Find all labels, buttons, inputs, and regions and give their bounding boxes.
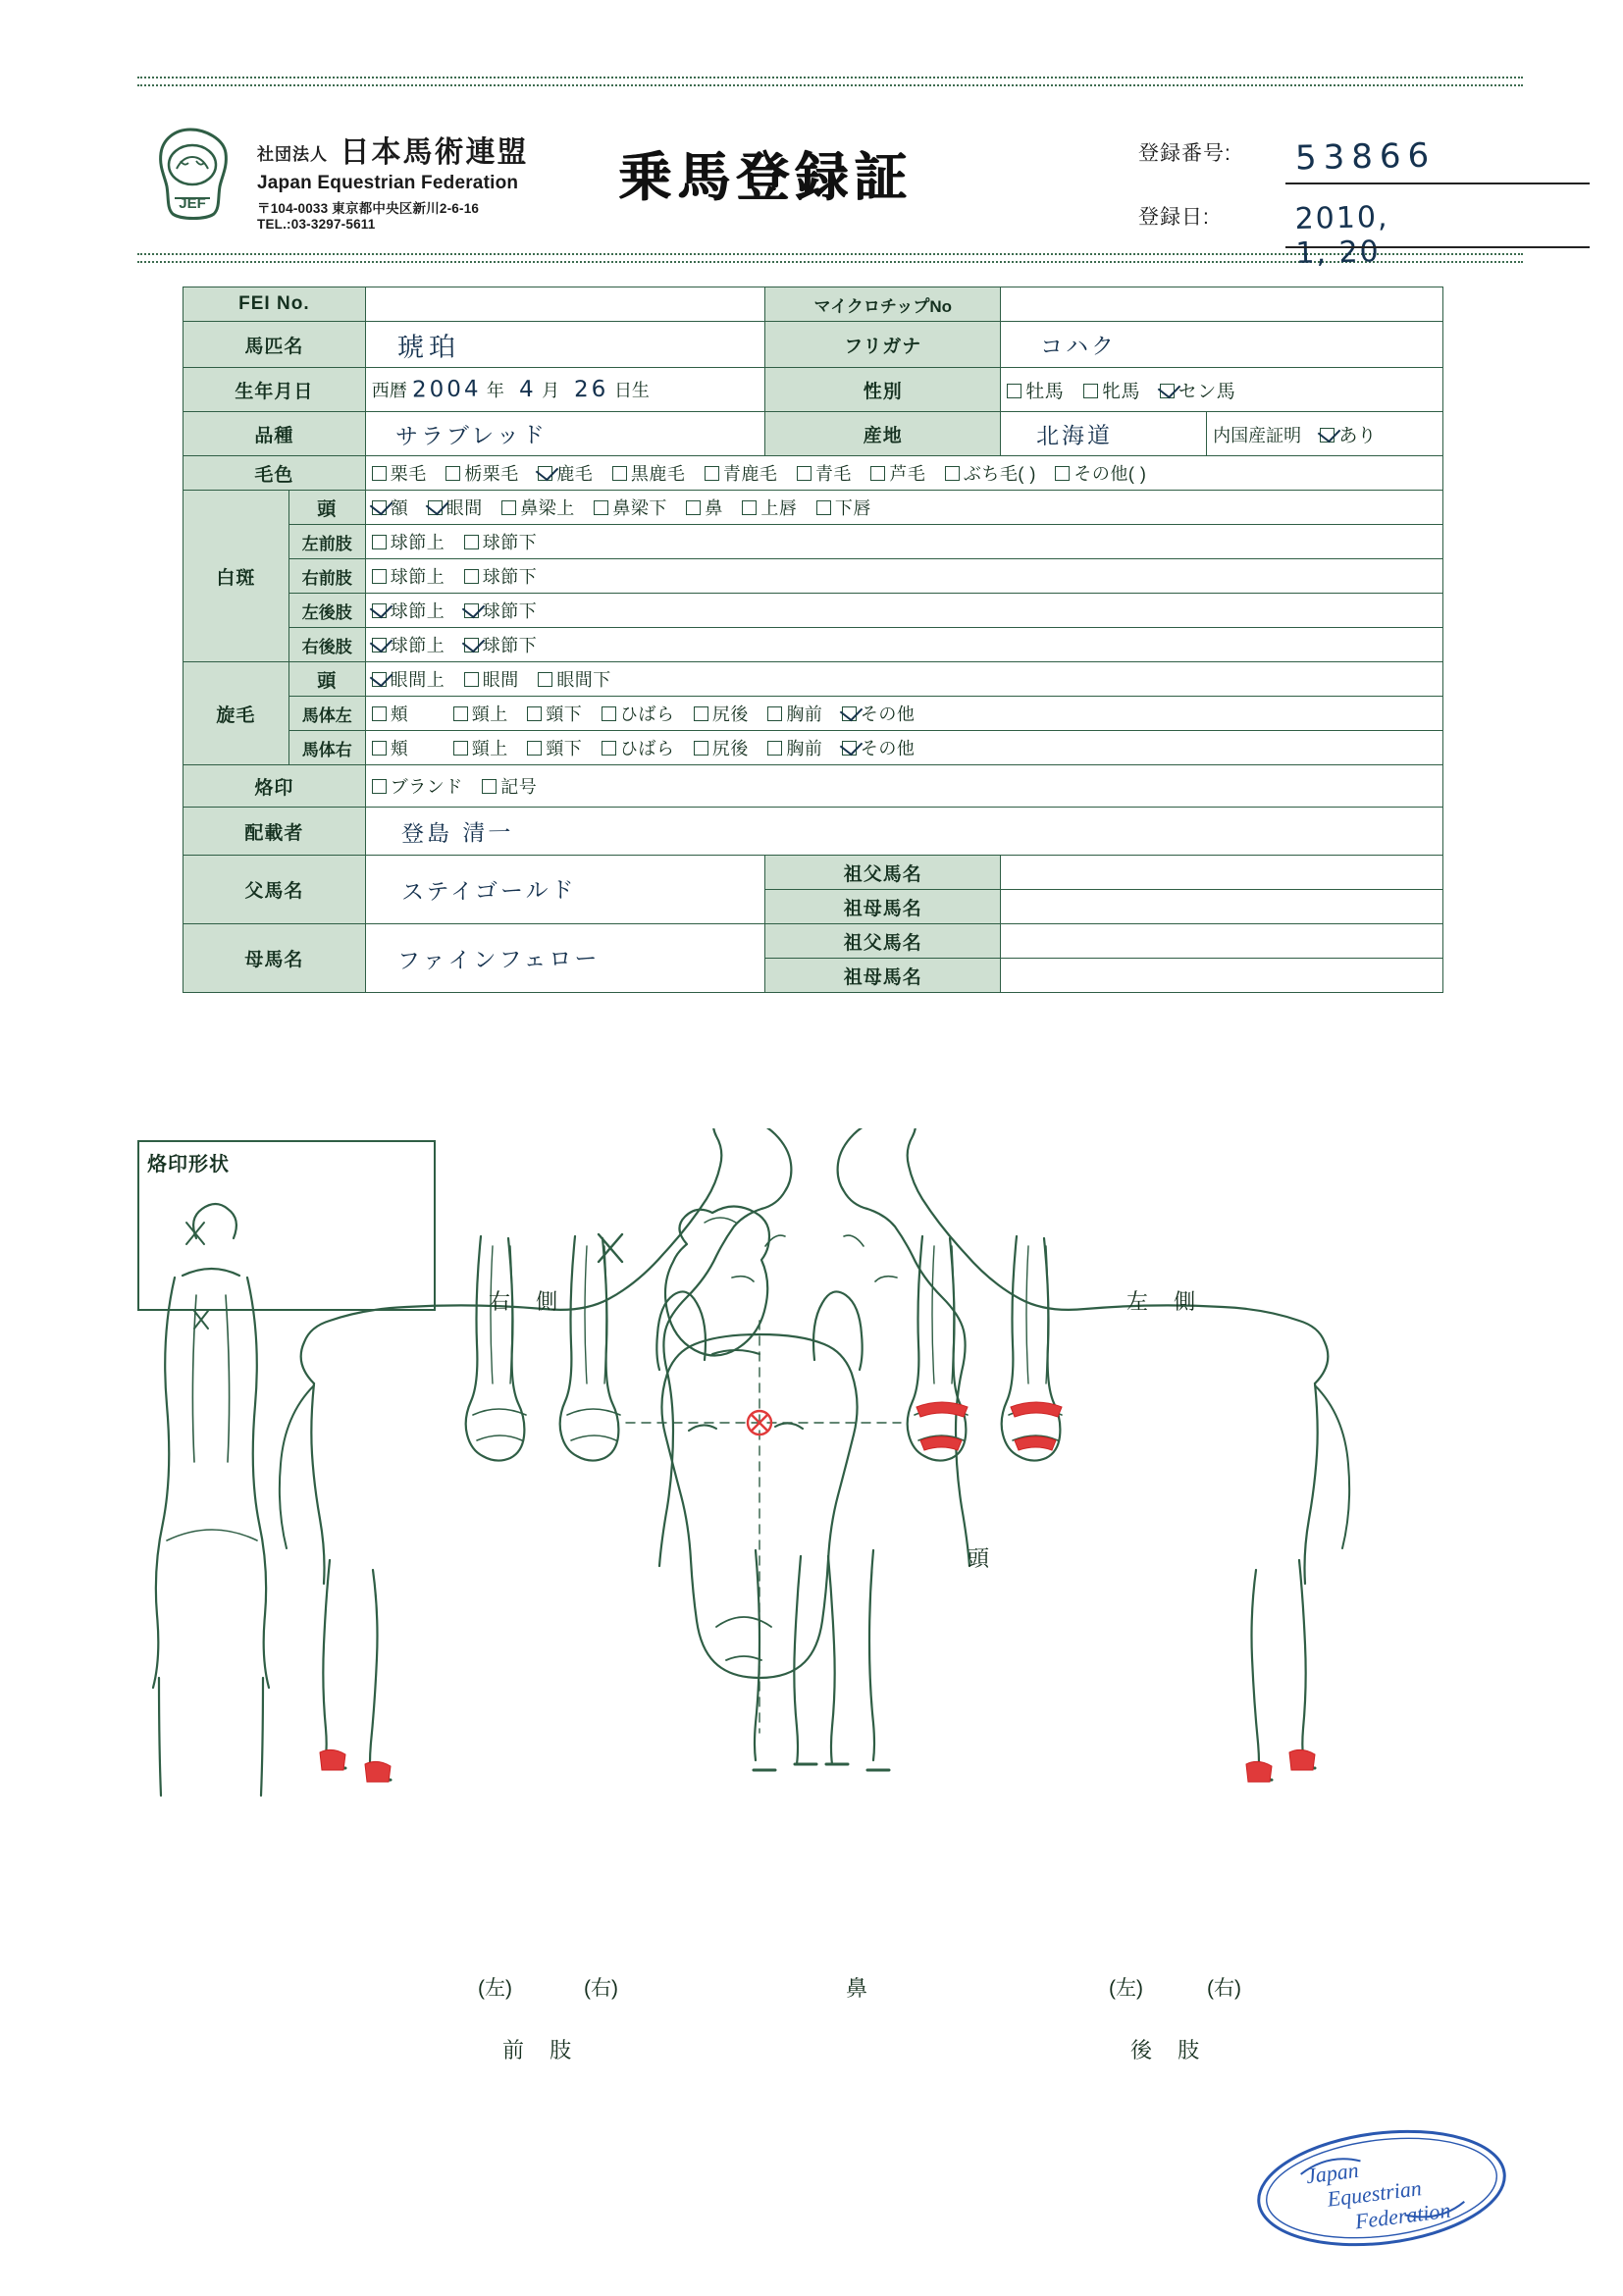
dam-handwriting: ファインフェロー (396, 946, 601, 975)
table-row (183, 456, 1443, 491)
swirl-right-3[interactable] (602, 735, 675, 760)
option-label: 頸下 (546, 739, 583, 758)
checkbox-icon[interactable] (742, 500, 757, 515)
option-label: 頬 (390, 739, 409, 758)
org-name-en: Japan Equestrian Federation (257, 173, 519, 193)
checkbox-icon[interactable] (482, 779, 497, 794)
checkbox-icon-checked[interactable] (372, 500, 387, 515)
option-label: 頸上 (471, 739, 508, 758)
option-label: 鼻梁下 (612, 498, 667, 518)
checkbox-icon[interactable] (464, 569, 479, 584)
official-stamp (1244, 2119, 1519, 2257)
sex-option-mare[interactable] (1083, 377, 1140, 403)
coat-option-label: 青鹿毛 (722, 464, 778, 484)
checkbox-icon[interactable] (372, 779, 387, 794)
option-label: ひばら (619, 739, 675, 758)
white-rf-0[interactable] (372, 563, 445, 589)
swirl-left-6[interactable] (842, 701, 916, 726)
coat-color-label: 毛色 (183, 456, 366, 491)
swirl-right-5[interactable] (767, 735, 822, 760)
option-label: 頸下 (546, 704, 583, 724)
table-row (183, 559, 1443, 594)
coat-option-label: 鹿毛 (556, 464, 594, 484)
checkbox-icon[interactable] (602, 706, 616, 721)
swirl-head-1[interactable] (464, 666, 519, 692)
brand-shape-label: 烙印形状 (147, 1154, 230, 1175)
stamp-line-2: Equestrian (1326, 2175, 1424, 2212)
white-head-2[interactable] (501, 495, 575, 520)
white-row-rh-options[interactable] (365, 628, 1442, 662)
white-lh-1[interactable] (464, 598, 538, 623)
sire-value[interactable] (365, 856, 765, 924)
white-row-head-options[interactable] (365, 491, 1442, 525)
option-label: 頸上 (471, 704, 508, 724)
brand-options[interactable] (365, 765, 1442, 808)
white-row-head-label: 頭 (288, 491, 365, 525)
birth-month: 4 (518, 376, 537, 403)
table-row (183, 412, 1443, 456)
checkbox-icon[interactable] (797, 466, 812, 481)
checkbox-icon[interactable] (453, 706, 468, 721)
swirl-left-5[interactable] (767, 701, 822, 726)
birth-day: 26 (574, 376, 609, 403)
coat-option-5[interactable] (797, 460, 852, 486)
checkbox-icon-checked[interactable] (464, 638, 479, 652)
white-row-lh-options[interactable] (365, 594, 1442, 628)
white-head-6[interactable] (816, 495, 871, 520)
option-label: ブランド (390, 777, 463, 797)
coat-option-label: ぶち毛( ) (963, 464, 1036, 484)
option-label: 下唇 (834, 498, 871, 518)
checkbox-icon[interactable] (816, 500, 831, 515)
origin-handwriting: 北海道 (1036, 422, 1114, 449)
table-row (183, 628, 1443, 662)
table-row (183, 491, 1443, 525)
option-label: 記号 (500, 777, 538, 797)
sire-label (183, 856, 366, 924)
birth-month-unit: 月 (542, 381, 560, 400)
option-label: 球節上 (390, 601, 445, 621)
registration-date-underline (1285, 246, 1590, 248)
table-row (183, 322, 1443, 368)
table-row (183, 856, 1443, 890)
coat-color-options[interactable] (365, 456, 1442, 491)
table-row (183, 662, 1443, 697)
white-head-0[interactable] (372, 495, 409, 520)
owner-handwriting: 登島 清一 (400, 819, 514, 848)
checkbox-icon[interactable] (501, 500, 516, 515)
owner-value[interactable] (365, 808, 1442, 856)
page-title: 乗馬登録証 (618, 148, 913, 207)
checkbox-icon[interactable] (1055, 466, 1070, 481)
coat-option-label: 芦毛 (889, 464, 926, 484)
furigana-handwriting: コハク (1040, 333, 1118, 360)
birth-year-unit: 年 (486, 381, 504, 400)
checkbox-icon[interactable] (694, 741, 708, 756)
table-row (183, 368, 1443, 412)
sire-grandsire-label: 祖父馬名 (765, 856, 1001, 890)
dam-grandsire-value[interactable] (1001, 924, 1443, 959)
breed-label: 品種 (183, 412, 366, 456)
horse-diagram (137, 1128, 1492, 2110)
checkbox-icon[interactable] (372, 569, 387, 584)
checkbox-icon-checked[interactable] (1320, 428, 1335, 443)
checkbox-icon[interactable] (612, 466, 627, 481)
domestic-cert-option[interactable] (1320, 426, 1376, 446)
org-corporate-label: 社団法人 (257, 145, 328, 164)
white-lf-0[interactable] (372, 529, 445, 554)
microchip-value[interactable] (1001, 287, 1443, 322)
furigana-value[interactable] (1001, 322, 1443, 368)
table-row (183, 924, 1443, 959)
dam-granddam-label: 祖母馬名 (765, 959, 1001, 993)
white-row-lf-options[interactable] (365, 525, 1442, 559)
option-label: 眼間下 (556, 670, 611, 690)
option-label: 眼間 (445, 498, 483, 518)
registration-number-label: 登録番号: (1138, 142, 1231, 165)
sire-granddam-label: 祖母馬名 (765, 890, 1001, 924)
option-label: 胸前 (786, 704, 823, 724)
jef-logo (145, 126, 239, 220)
swirl-head-0[interactable] (372, 666, 445, 692)
sex-option-label: セン馬 (1178, 381, 1236, 402)
swirl-left-2[interactable] (527, 701, 582, 726)
swirl-right-2[interactable] (527, 735, 582, 760)
registration-date-value: 2010, 1, 20 (1294, 200, 1389, 271)
org-address: 〒104-0033 東京都中央区新川2-6-16 (257, 201, 480, 216)
swirl-head-2[interactable] (538, 666, 611, 692)
coat-option-label: 黒鹿毛 (630, 464, 686, 484)
dam-label-text: 母馬名 (244, 950, 304, 970)
sire-granddam-value[interactable] (1001, 890, 1443, 924)
coat-option-label: 栗毛 (390, 464, 427, 484)
option-label: 額 (390, 498, 409, 518)
birth-date-value[interactable] (365, 368, 765, 412)
option-label: 尻後 (711, 704, 749, 724)
option-label: 球節上 (390, 567, 445, 587)
horse-name-label: 馬匹名 (183, 322, 366, 368)
checkbox-icon-checked[interactable] (464, 603, 479, 618)
option-label: その他 (860, 739, 916, 758)
white-row-rh-label: 右後肢 (288, 628, 365, 662)
sire-grandsire-value[interactable] (1001, 856, 1443, 890)
white-head-3[interactable] (594, 495, 667, 520)
horse-name-value[interactable] (365, 322, 765, 368)
white-row-rf-options[interactable] (365, 559, 1442, 594)
coat-option-7[interactable] (945, 460, 1036, 486)
swirl-right-6[interactable] (842, 735, 916, 760)
coat-option-label: 青毛 (814, 464, 852, 484)
coat-option-8[interactable] (1055, 460, 1146, 486)
org-name-jp: 日本馬術連盟 (340, 136, 529, 169)
checkbox-icon[interactable] (705, 466, 719, 481)
checkbox-icon[interactable] (464, 672, 479, 687)
dam-value[interactable] (365, 924, 765, 993)
brand-option-brand[interactable] (372, 773, 463, 799)
white-markings-label (183, 491, 289, 662)
checkbox-icon[interactable] (694, 706, 708, 721)
white-head-5[interactable] (742, 495, 797, 520)
stamp-line-3: Federation (1353, 2197, 1452, 2234)
label-hindleg: 後 肢 (1130, 2038, 1210, 2062)
white-lf-1[interactable] (464, 529, 538, 554)
label-fore-right: (右) (584, 1977, 618, 2000)
swirl-left-3[interactable] (602, 701, 675, 726)
option-label: 球節上 (390, 636, 445, 655)
checkbox-icon[interactable] (453, 741, 468, 756)
sire-label-text: 父馬名 (244, 881, 304, 902)
checkbox-icon[interactable] (1007, 384, 1021, 398)
swirl-left-4[interactable] (694, 701, 749, 726)
option-label: 球節下 (482, 636, 538, 655)
option-label: 球節下 (482, 601, 538, 621)
white-rf-1[interactable] (464, 563, 538, 589)
option-label: 眼間 (482, 670, 519, 690)
white-row-rf-label: 右前肢 (288, 559, 365, 594)
checkbox-icon-checked[interactable] (372, 638, 387, 652)
coat-option-2[interactable] (538, 460, 593, 486)
white-rh-1[interactable] (464, 632, 538, 657)
coat-option-3[interactable] (612, 460, 686, 486)
checkbox-icon[interactable] (1083, 384, 1098, 398)
checkbox-icon[interactable] (767, 741, 782, 756)
registration-number-value: 53866 (1294, 135, 1437, 179)
option-label: 上唇 (760, 498, 798, 518)
option-label: 球節下 (482, 567, 538, 587)
checkbox-icon-checked[interactable] (842, 706, 857, 721)
dam-grandsire-label: 祖父馬名 (765, 924, 1001, 959)
swirl-row-head-label: 頭 (288, 662, 365, 697)
header-top-divider (137, 77, 1523, 86)
checkbox-icon[interactable] (686, 500, 701, 515)
label-nose: 鼻 (846, 1976, 868, 2001)
table-row (183, 765, 1443, 808)
label-right-side: 右 側 (489, 1289, 568, 1314)
swirl-left-1[interactable] (453, 701, 508, 726)
white-head-1[interactable] (428, 495, 483, 520)
domestic-cert-label: 内国産証明 (1213, 425, 1302, 445)
horse-data-table (183, 287, 1443, 993)
checkbox-icon-checked[interactable] (1160, 384, 1175, 398)
checkbox-icon[interactable] (870, 466, 885, 481)
microchip-label: マイクロチップNo (765, 287, 1001, 322)
white-head-4[interactable] (686, 495, 723, 520)
table-row (183, 808, 1443, 856)
table-row (183, 594, 1443, 628)
sex-option-label: 牝馬 (1102, 381, 1141, 402)
checkbox-icon-checked[interactable] (428, 500, 443, 515)
fei-no-value[interactable] (365, 287, 765, 322)
option-label: 鼻 (705, 498, 723, 518)
swirl-label-text: 旋毛 (216, 704, 256, 726)
checkbox-icon[interactable] (767, 706, 782, 721)
organization-block (257, 128, 601, 232)
domestic-cert-option-label: あり (1338, 425, 1377, 446)
white-row-lf-label: 左前肢 (288, 525, 365, 559)
domestic-cert-cell[interactable] (1207, 412, 1443, 456)
option-label: その他 (860, 704, 916, 724)
sire-handwriting: ステイゴールド (400, 877, 577, 907)
sex-option-gelding[interactable] (1160, 377, 1236, 403)
coat-option-0[interactable] (372, 460, 427, 486)
sex-options[interactable] (1001, 368, 1443, 412)
checkbox-icon[interactable] (372, 466, 387, 481)
horse-name-handwriting: 琥珀 (396, 331, 461, 363)
checkbox-icon-checked[interactable] (842, 741, 857, 756)
checkbox-icon[interactable] (372, 535, 387, 549)
stamp-line-1: Japan (1304, 2157, 1360, 2189)
registration-number-underline (1285, 183, 1590, 184)
birth-prefix: 西暦 (371, 381, 407, 400)
origin-value[interactable] (1001, 412, 1207, 456)
option-label: 頬 (390, 704, 409, 724)
checkbox-icon[interactable] (372, 706, 387, 721)
option-label: 球節上 (390, 533, 445, 552)
label-hind-left: (左) (1109, 1977, 1143, 2000)
label-fore-left: (左) (478, 1977, 512, 2000)
swirl-label (183, 662, 289, 765)
checkbox-icon[interactable] (945, 466, 960, 481)
fei-no-label: FEI No. (183, 287, 366, 322)
brand-option-symbol[interactable] (482, 773, 537, 799)
breed-value[interactable] (365, 412, 765, 456)
checkbox-icon[interactable] (602, 741, 616, 756)
option-label: 鼻梁上 (520, 498, 575, 518)
option-label: 胸前 (786, 739, 823, 758)
sex-option-label: 牡馬 (1025, 381, 1065, 402)
table-row (183, 287, 1443, 322)
checkbox-icon[interactable] (445, 466, 460, 481)
org-telephone: TEL.:03-3297-5611 (257, 217, 376, 232)
coat-option-4[interactable] (705, 460, 778, 486)
label-foreleg: 前 肢 (502, 2038, 582, 2062)
checkbox-icon[interactable] (594, 500, 608, 515)
furigana-label: フリガナ (765, 322, 1001, 368)
birth-day-unit: 日生 (613, 381, 650, 400)
swirl-right-0[interactable] (372, 735, 409, 760)
dam-granddam-value[interactable] (1001, 959, 1443, 993)
coat-option-1[interactable] (445, 460, 519, 486)
checkbox-icon[interactable] (538, 672, 552, 687)
table-row (183, 697, 1443, 731)
brand-label: 烙印 (183, 765, 366, 808)
label-hind-right: (右) (1207, 1977, 1241, 2000)
label-head: 頭 (968, 1546, 990, 1571)
swirl-row-head-options[interactable] (365, 662, 1442, 697)
svg-text:JEF: JEF (179, 195, 206, 212)
option-label: 眼間上 (390, 670, 445, 690)
table-row (183, 525, 1443, 559)
checkbox-icon-checked[interactable] (372, 672, 387, 687)
swirl-right-1[interactable] (453, 735, 508, 760)
registration-date-label: 登録日: (1138, 206, 1210, 229)
checkbox-icon-checked[interactable] (372, 603, 387, 618)
owner-label: 配載者 (183, 808, 366, 856)
breed-handwriting: サラブレッド (394, 422, 548, 450)
checkbox-icon[interactable] (372, 741, 387, 756)
swirl-right-4[interactable] (694, 735, 749, 760)
coat-option-label: その他( ) (1073, 464, 1147, 484)
birth-date-label: 生年月日 (183, 368, 366, 412)
checkbox-icon[interactable] (527, 741, 542, 756)
sex-label: 性別 (765, 368, 1001, 412)
swirl-row-right-label: 馬体右 (288, 731, 365, 765)
label-left-side: 左 側 (1126, 1289, 1206, 1314)
white-lh-0[interactable] (372, 598, 445, 623)
birth-year: 2004 (411, 376, 482, 403)
white-row-lh-label: 左後肢 (288, 594, 365, 628)
coat-option-6[interactable] (870, 460, 925, 486)
coat-option-label: 栃栗毛 (464, 464, 519, 484)
option-label: 尻後 (711, 739, 749, 758)
option-label: 球節下 (482, 533, 538, 552)
dam-label (183, 924, 366, 993)
checkbox-icon-checked[interactable] (538, 466, 552, 481)
swirl-row-right-options[interactable] (365, 731, 1442, 765)
table-row (183, 731, 1443, 765)
option-label: ひばら (619, 704, 675, 724)
sex-option-stallion[interactable] (1007, 377, 1064, 403)
swirl-left-0[interactable] (372, 701, 409, 726)
origin-label: 産地 (765, 412, 1001, 456)
swirl-row-left-label: 馬体左 (288, 697, 365, 731)
checkbox-icon[interactable] (527, 706, 542, 721)
white-rh-0[interactable] (372, 632, 445, 657)
checkbox-icon[interactable] (464, 535, 479, 549)
swirl-row-left-options[interactable] (365, 697, 1442, 731)
white-markings-label-text: 白斑 (216, 567, 256, 589)
